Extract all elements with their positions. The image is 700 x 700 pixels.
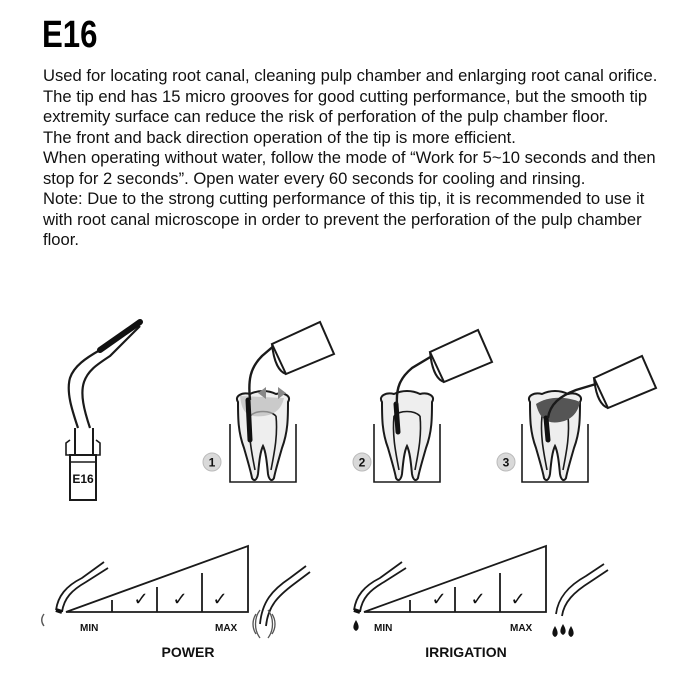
power-max-label: MAX <box>215 623 238 634</box>
e16-tip-drawing <box>66 322 140 500</box>
irrigation-max-label: MAX <box>510 623 533 634</box>
power-check-2: ✓ <box>133 589 149 609</box>
irrigation-title: IRRIGATION <box>425 644 507 660</box>
step-3-illustration <box>497 356 656 482</box>
irrigation-check-3: ✓ <box>470 589 486 609</box>
step-3-badge: 3 <box>502 455 510 470</box>
irrigation-check-4: ✓ <box>510 589 526 609</box>
step-2-illustration <box>353 330 492 482</box>
irrigation-scale <box>353 546 608 660</box>
irrigation-check-2: ✓ <box>431 589 447 609</box>
step-1-illustration <box>203 322 334 482</box>
power-min-label: MIN <box>80 623 99 634</box>
step-2-badge: 2 <box>358 455 366 470</box>
product-code-title: E16 <box>42 14 98 56</box>
tip-label: E16 <box>72 472 94 486</box>
description-paragraph-2: The front and back direction operation of the tip is more efficient. <box>43 127 516 147</box>
power-title: POWER <box>161 644 215 660</box>
power-check-3: ✓ <box>172 589 188 609</box>
step-1-badge: 1 <box>208 455 216 470</box>
irrigation-min-label: MIN <box>374 623 393 634</box>
description-paragraph-4: Note: Due to the strong cutting performance of this tip, it is recommended to use it with root canal microscope in order to prevent the perforation of the pulp chamber floor. <box>43 189 645 249</box>
power-check-4: ✓ <box>212 589 228 609</box>
description-paragraph-3: When operating without water, follow the mode of “Work for 5~10 seconds and then stop for 2 seconds”. Open water every 60 seconds for cooling and rinsing. <box>43 148 656 188</box>
description-paragraph-1: Used for locating root canal, cleaning pulp chamber and enlarging root canal orifice. The tip end has 15 micro grooves for good cutting performance, but the smooth tip extremity surface can reduce the risk of perforation of the pulp chamber floor. <box>43 66 658 126</box>
power-scale <box>42 546 310 660</box>
